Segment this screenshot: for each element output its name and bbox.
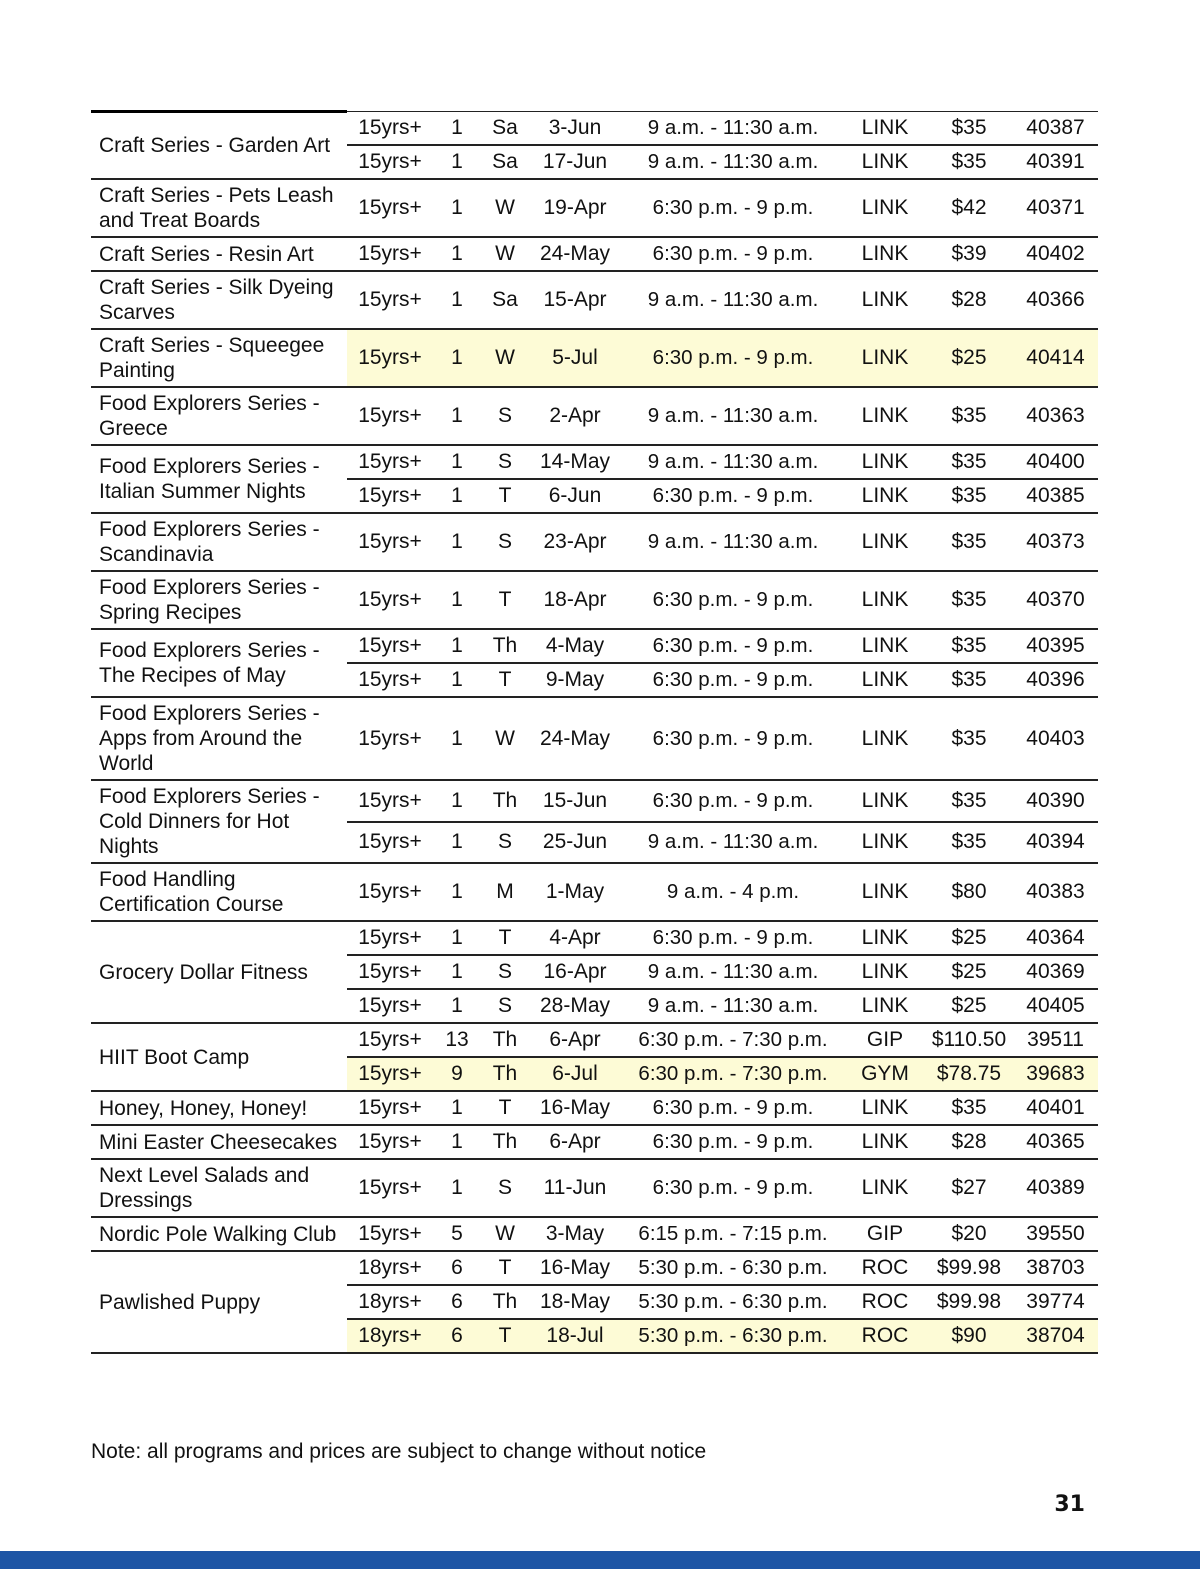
day-cell: W — [481, 1217, 529, 1251]
program-name-cell: Craft Series - Silk Dyeing Scarves — [91, 271, 347, 329]
location-cell: LINK — [845, 179, 925, 237]
day-cell: Th — [481, 1285, 529, 1319]
price-cell: $80 — [925, 863, 1013, 921]
price-cell: $35 — [925, 780, 1013, 822]
date-cell: 17-Jun — [529, 145, 621, 179]
course-code-cell: 40390 — [1013, 780, 1098, 822]
age-cell: 15yrs+ — [347, 479, 433, 513]
price-cell: $78.75 — [925, 1057, 1013, 1091]
age-cell: 15yrs+ — [347, 863, 433, 921]
date-cell: 18-May — [529, 1285, 621, 1319]
program-name-cell: Grocery Dollar Fitness — [91, 921, 347, 1023]
time-cell: 6:30 p.m. - 9 p.m. — [621, 921, 845, 955]
day-cell: T — [481, 921, 529, 955]
table-row — [91, 237, 1098, 271]
price-cell: $35 — [925, 697, 1013, 780]
table-row — [91, 445, 1098, 479]
session-count-cell: 1 — [433, 445, 481, 479]
time-cell: 9 a.m. - 11:30 a.m. — [621, 822, 845, 864]
age-cell: 15yrs+ — [347, 1217, 433, 1251]
location-cell: LINK — [845, 629, 925, 663]
location-cell: LINK — [845, 571, 925, 629]
program-name-cell: Honey, Honey, Honey! — [91, 1091, 347, 1125]
location-cell: LINK — [845, 513, 925, 571]
program-schedule-table — [91, 110, 1098, 1354]
time-cell: 6:30 p.m. - 7:30 p.m. — [621, 1057, 845, 1091]
course-code-cell: 40403 — [1013, 697, 1098, 780]
location-cell: LINK — [845, 1159, 925, 1217]
price-cell: $20 — [925, 1217, 1013, 1251]
date-cell: 4-Apr — [529, 921, 621, 955]
table-row — [91, 271, 1098, 329]
location-cell: LINK — [845, 237, 925, 271]
program-name-cell: Food Explorers Series - Spring Recipes — [91, 571, 347, 629]
location-cell: LINK — [845, 663, 925, 697]
day-cell: T — [481, 1091, 529, 1125]
location-cell: LINK — [845, 780, 925, 822]
session-count-cell: 1 — [433, 271, 481, 329]
date-cell: 6-Jul — [529, 1057, 621, 1091]
price-cell: $42 — [925, 179, 1013, 237]
location-cell: ROC — [845, 1285, 925, 1319]
time-cell: 9 a.m. - 4 p.m. — [621, 863, 845, 921]
date-cell: 3-Jun — [529, 112, 621, 146]
day-cell: Sa — [481, 145, 529, 179]
course-code-cell: 40391 — [1013, 145, 1098, 179]
location-cell: LINK — [845, 329, 925, 387]
age-cell: 15yrs+ — [347, 329, 433, 387]
session-count-cell: 1 — [433, 697, 481, 780]
day-cell: Th — [481, 780, 529, 822]
age-cell: 15yrs+ — [347, 629, 433, 663]
date-cell: 18-Jul — [529, 1319, 621, 1353]
session-count-cell: 1 — [433, 571, 481, 629]
day-cell: Sa — [481, 271, 529, 329]
program-name-cell: Craft Series - Squeegee Painting — [91, 329, 347, 387]
day-cell: Th — [481, 629, 529, 663]
day-cell: S — [481, 513, 529, 571]
course-code-cell: 40389 — [1013, 1159, 1098, 1217]
age-cell: 15yrs+ — [347, 387, 433, 445]
age-cell: 15yrs+ — [347, 513, 433, 571]
session-count-cell: 1 — [433, 822, 481, 864]
time-cell: 6:15 p.m. - 7:15 p.m. — [621, 1217, 845, 1251]
price-cell: $35 — [925, 1091, 1013, 1125]
location-cell: GIP — [845, 1217, 925, 1251]
date-cell: 14-May — [529, 445, 621, 479]
course-code-cell: 40365 — [1013, 1125, 1098, 1159]
time-cell: 6:30 p.m. - 9 p.m. — [621, 179, 845, 237]
day-cell: T — [481, 663, 529, 697]
table-row — [91, 1091, 1098, 1125]
date-cell: 18-Apr — [529, 571, 621, 629]
course-code-cell: 40366 — [1013, 271, 1098, 329]
session-count-cell: 1 — [433, 921, 481, 955]
time-cell: 6:30 p.m. - 9 p.m. — [621, 1091, 845, 1125]
price-cell: $35 — [925, 479, 1013, 513]
course-code-cell: 40401 — [1013, 1091, 1098, 1125]
date-cell: 2-Apr — [529, 387, 621, 445]
course-code-cell: 40364 — [1013, 921, 1098, 955]
price-cell: $25 — [925, 921, 1013, 955]
page-number: 31 — [1054, 1492, 1085, 1517]
time-cell: 6:30 p.m. - 9 p.m. — [621, 1125, 845, 1159]
age-cell: 15yrs+ — [347, 1125, 433, 1159]
session-count-cell: 6 — [433, 1285, 481, 1319]
day-cell: T — [481, 1251, 529, 1285]
date-cell: 6-Jun — [529, 479, 621, 513]
course-code-cell: 38704 — [1013, 1319, 1098, 1353]
age-cell: 15yrs+ — [347, 955, 433, 989]
course-code-cell: 40387 — [1013, 112, 1098, 146]
time-cell: 6:30 p.m. - 9 p.m. — [621, 663, 845, 697]
table-row — [91, 1159, 1098, 1217]
session-count-cell: 1 — [433, 179, 481, 237]
price-cell: $35 — [925, 822, 1013, 864]
course-code-cell: 40400 — [1013, 445, 1098, 479]
course-code-cell: 40370 — [1013, 571, 1098, 629]
program-name-cell: Craft Series - Garden Art — [91, 112, 347, 180]
disclaimer-note: Note: all programs and prices are subject to change without notice — [91, 1440, 707, 1463]
date-cell: 16-May — [529, 1091, 621, 1125]
course-code-cell: 40395 — [1013, 629, 1098, 663]
time-cell: 9 a.m. - 11:30 a.m. — [621, 513, 845, 571]
day-cell: S — [481, 822, 529, 864]
price-cell: $25 — [925, 989, 1013, 1023]
price-cell: $27 — [925, 1159, 1013, 1217]
location-cell: LINK — [845, 387, 925, 445]
session-count-cell: 1 — [433, 237, 481, 271]
time-cell: 5:30 p.m. - 6:30 p.m. — [621, 1319, 845, 1353]
date-cell: 16-Apr — [529, 955, 621, 989]
session-count-cell: 1 — [433, 955, 481, 989]
table-row — [91, 1023, 1098, 1057]
course-code-cell: 39683 — [1013, 1057, 1098, 1091]
footer-bar — [0, 1551, 1200, 1569]
session-count-cell: 1 — [433, 513, 481, 571]
table-row — [91, 863, 1098, 921]
age-cell: 18yrs+ — [347, 1285, 433, 1319]
table-row — [91, 387, 1098, 445]
table-row — [91, 112, 1098, 146]
age-cell: 15yrs+ — [347, 237, 433, 271]
date-cell: 23-Apr — [529, 513, 621, 571]
day-cell: Th — [481, 1057, 529, 1091]
date-cell: 19-Apr — [529, 179, 621, 237]
time-cell: 9 a.m. - 11:30 a.m. — [621, 989, 845, 1023]
table-row — [91, 329, 1098, 387]
program-name-cell: Food Handling Certification Course — [91, 863, 347, 921]
age-cell: 18yrs+ — [347, 1251, 433, 1285]
time-cell: 9 a.m. - 11:30 a.m. — [621, 145, 845, 179]
location-cell: ROC — [845, 1319, 925, 1353]
program-name-cell: Food Explorers Series - Scandinavia — [91, 513, 347, 571]
table-row — [91, 921, 1098, 955]
session-count-cell: 1 — [433, 780, 481, 822]
course-code-cell: 40383 — [1013, 863, 1098, 921]
day-cell: W — [481, 329, 529, 387]
price-cell: $35 — [925, 571, 1013, 629]
day-cell: S — [481, 387, 529, 445]
price-cell: $90 — [925, 1319, 1013, 1353]
day-cell: S — [481, 1159, 529, 1217]
day-cell: T — [481, 1319, 529, 1353]
table-row — [91, 1251, 1098, 1285]
day-cell: M — [481, 863, 529, 921]
age-cell: 15yrs+ — [347, 145, 433, 179]
price-cell: $35 — [925, 445, 1013, 479]
day-cell: W — [481, 697, 529, 780]
time-cell: 6:30 p.m. - 9 p.m. — [621, 237, 845, 271]
price-cell: $35 — [925, 629, 1013, 663]
time-cell: 9 a.m. - 11:30 a.m. — [621, 955, 845, 989]
age-cell: 15yrs+ — [347, 1023, 433, 1057]
course-code-cell: 40394 — [1013, 822, 1098, 864]
price-cell: $25 — [925, 955, 1013, 989]
program-name-cell: Food Explorers Series - Apps from Around the World — [91, 697, 347, 780]
program-name-cell: Pawlished Puppy — [91, 1251, 347, 1353]
program-name-cell: Food Explorers Series - The Recipes of May — [91, 629, 347, 697]
session-count-cell: 1 — [433, 479, 481, 513]
day-cell: Th — [481, 1023, 529, 1057]
course-code-cell: 40414 — [1013, 329, 1098, 387]
program-name-cell: HIIT Boot Camp — [91, 1023, 347, 1091]
age-cell: 15yrs+ — [347, 989, 433, 1023]
session-count-cell: 1 — [433, 145, 481, 179]
time-cell: 6:30 p.m. - 9 p.m. — [621, 629, 845, 663]
location-cell: ROC — [845, 1251, 925, 1285]
session-count-cell: 5 — [433, 1217, 481, 1251]
age-cell: 15yrs+ — [347, 445, 433, 479]
course-code-cell: 40405 — [1013, 989, 1098, 1023]
program-name-cell: Food Explorers Series - Cold Dinners for Hot Nights — [91, 780, 347, 863]
price-cell: $35 — [925, 112, 1013, 146]
session-count-cell: 1 — [433, 989, 481, 1023]
time-cell: 6:30 p.m. - 9 p.m. — [621, 1159, 845, 1217]
session-count-cell: 13 — [433, 1023, 481, 1057]
program-name-cell: Craft Series - Resin Art — [91, 237, 347, 271]
location-cell: GIP — [845, 1023, 925, 1057]
course-code-cell: 40402 — [1013, 237, 1098, 271]
date-cell: 24-May — [529, 697, 621, 780]
time-cell: 5:30 p.m. - 6:30 p.m. — [621, 1285, 845, 1319]
session-count-cell: 1 — [433, 329, 481, 387]
day-cell: S — [481, 955, 529, 989]
location-cell: LINK — [845, 445, 925, 479]
session-count-cell: 1 — [433, 1091, 481, 1125]
date-cell: 9-May — [529, 663, 621, 697]
date-cell: 6-Apr — [529, 1125, 621, 1159]
session-count-cell: 1 — [433, 1125, 481, 1159]
price-cell: $35 — [925, 663, 1013, 697]
day-cell: T — [481, 479, 529, 513]
location-cell: LINK — [845, 1125, 925, 1159]
price-cell: $28 — [925, 1125, 1013, 1159]
time-cell: 5:30 p.m. - 6:30 p.m. — [621, 1251, 845, 1285]
age-cell: 15yrs+ — [347, 822, 433, 864]
time-cell: 6:30 p.m. - 9 p.m. — [621, 479, 845, 513]
time-cell: 6:30 p.m. - 9 p.m. — [621, 571, 845, 629]
location-cell: LINK — [845, 1091, 925, 1125]
date-cell: 1-May — [529, 863, 621, 921]
course-code-cell: 39550 — [1013, 1217, 1098, 1251]
program-name-cell: Nordic Pole Walking Club — [91, 1217, 347, 1251]
date-cell: 6-Apr — [529, 1023, 621, 1057]
location-cell: LINK — [845, 863, 925, 921]
course-code-cell: 40373 — [1013, 513, 1098, 571]
age-cell: 15yrs+ — [347, 697, 433, 780]
location-cell: LINK — [845, 822, 925, 864]
price-cell: $28 — [925, 271, 1013, 329]
session-count-cell: 1 — [433, 112, 481, 146]
age-cell: 15yrs+ — [347, 179, 433, 237]
time-cell: 6:30 p.m. - 7:30 p.m. — [621, 1023, 845, 1057]
table-row — [91, 1217, 1098, 1251]
price-cell: $35 — [925, 387, 1013, 445]
price-cell: $25 — [925, 329, 1013, 387]
price-cell: $35 — [925, 513, 1013, 571]
session-count-cell: 1 — [433, 387, 481, 445]
program-name-cell: Food Explorers Series - Italian Summer Nights — [91, 445, 347, 513]
age-cell: 15yrs+ — [347, 663, 433, 697]
price-cell: $35 — [925, 145, 1013, 179]
table-row — [91, 697, 1098, 780]
age-cell: 15yrs+ — [347, 780, 433, 822]
date-cell: 16-May — [529, 1251, 621, 1285]
age-cell: 18yrs+ — [347, 1319, 433, 1353]
session-count-cell: 1 — [433, 663, 481, 697]
date-cell: 24-May — [529, 237, 621, 271]
program-name-cell: Mini Easter Cheesecakes — [91, 1125, 347, 1159]
price-cell: $110.50 — [925, 1023, 1013, 1057]
time-cell: 9 a.m. - 11:30 a.m. — [621, 445, 845, 479]
session-count-cell: 1 — [433, 863, 481, 921]
table-row — [91, 513, 1098, 571]
age-cell: 15yrs+ — [347, 1057, 433, 1091]
session-count-cell: 6 — [433, 1251, 481, 1285]
course-code-cell: 40371 — [1013, 179, 1098, 237]
age-cell: 15yrs+ — [347, 1091, 433, 1125]
location-cell: GYM — [845, 1057, 925, 1091]
location-cell: LINK — [845, 112, 925, 146]
location-cell: LINK — [845, 989, 925, 1023]
table-row — [91, 571, 1098, 629]
location-cell: LINK — [845, 479, 925, 513]
program-name-cell: Food Explorers Series - Greece — [91, 387, 347, 445]
day-cell: S — [481, 445, 529, 479]
time-cell: 9 a.m. - 11:30 a.m. — [621, 112, 845, 146]
session-count-cell: 1 — [433, 1159, 481, 1217]
date-cell: 5-Jul — [529, 329, 621, 387]
course-code-cell: 40363 — [1013, 387, 1098, 445]
age-cell: 15yrs+ — [347, 112, 433, 146]
date-cell: 15-Apr — [529, 271, 621, 329]
program-name-cell: Craft Series - Pets Leash and Treat Boards — [91, 179, 347, 237]
course-code-cell: 38703 — [1013, 1251, 1098, 1285]
age-cell: 15yrs+ — [347, 921, 433, 955]
location-cell: LINK — [845, 697, 925, 780]
course-code-cell: 39511 — [1013, 1023, 1098, 1057]
age-cell: 15yrs+ — [347, 271, 433, 329]
date-cell: 15-Jun — [529, 780, 621, 822]
date-cell: 28-May — [529, 989, 621, 1023]
day-cell: Sa — [481, 112, 529, 146]
table-row — [91, 629, 1098, 663]
table-row — [91, 1125, 1098, 1159]
time-cell: 6:30 p.m. - 9 p.m. — [621, 780, 845, 822]
course-code-cell: 40396 — [1013, 663, 1098, 697]
table-row — [91, 179, 1098, 237]
price-cell: $99.98 — [925, 1285, 1013, 1319]
course-code-cell: 40369 — [1013, 955, 1098, 989]
time-cell: 6:30 p.m. - 9 p.m. — [621, 697, 845, 780]
time-cell: 9 a.m. - 11:30 a.m. — [621, 387, 845, 445]
course-code-cell: 40385 — [1013, 479, 1098, 513]
day-cell: S — [481, 989, 529, 1023]
location-cell: LINK — [845, 921, 925, 955]
session-count-cell: 1 — [433, 629, 481, 663]
time-cell: 6:30 p.m. - 9 p.m. — [621, 329, 845, 387]
date-cell: 11-Jun — [529, 1159, 621, 1217]
location-cell: LINK — [845, 145, 925, 179]
location-cell: LINK — [845, 955, 925, 989]
time-cell: 9 a.m. - 11:30 a.m. — [621, 271, 845, 329]
price-cell: $39 — [925, 237, 1013, 271]
date-cell: 4-May — [529, 629, 621, 663]
day-cell: Th — [481, 1125, 529, 1159]
age-cell: 15yrs+ — [347, 1159, 433, 1217]
location-cell: LINK — [845, 271, 925, 329]
program-name-cell: Next Level Salads and Dressings — [91, 1159, 347, 1217]
day-cell: W — [481, 179, 529, 237]
date-cell: 25-Jun — [529, 822, 621, 864]
date-cell: 3-May — [529, 1217, 621, 1251]
age-cell: 15yrs+ — [347, 571, 433, 629]
price-cell: $99.98 — [925, 1251, 1013, 1285]
day-cell: T — [481, 571, 529, 629]
session-count-cell: 9 — [433, 1057, 481, 1091]
session-count-cell: 6 — [433, 1319, 481, 1353]
day-cell: W — [481, 237, 529, 271]
table-row — [91, 780, 1098, 822]
course-code-cell: 39774 — [1013, 1285, 1098, 1319]
